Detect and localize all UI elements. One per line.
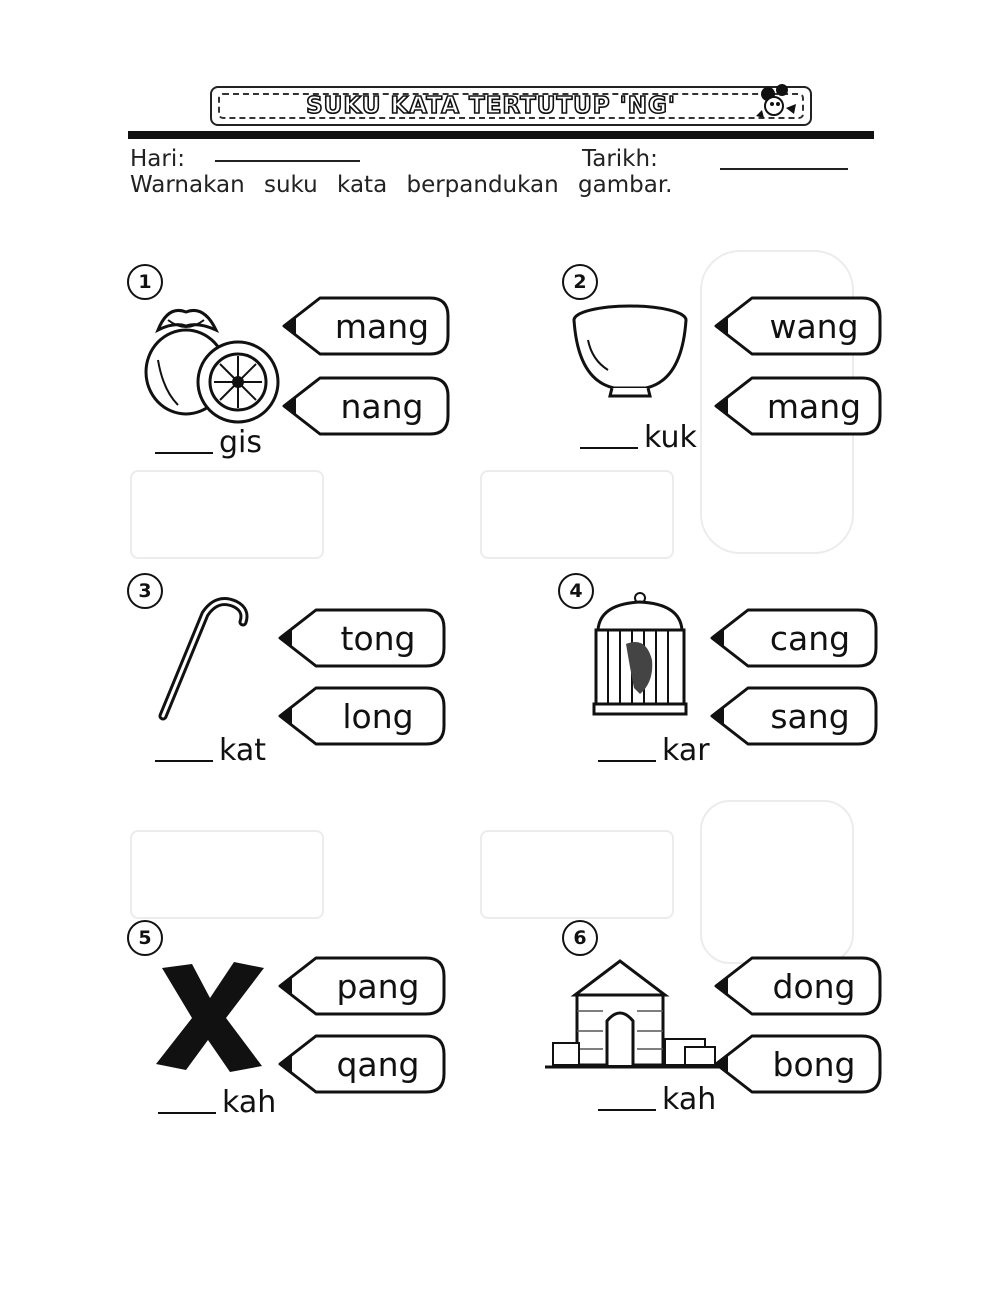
bird-cage-icon	[590, 590, 690, 720]
syllable-option[interactable]	[712, 954, 884, 1018]
date-label: Tarikh:	[582, 146, 658, 172]
syllable-option[interactable]	[276, 954, 448, 1018]
syllable-option[interactable]	[712, 294, 884, 358]
syllable-option-label: mang	[334, 306, 430, 346]
item-number: 3	[127, 573, 163, 609]
syllable-option[interactable]	[276, 684, 448, 748]
syllable-option-label: sang	[770, 696, 850, 736]
word-completion	[155, 733, 266, 768]
ghost-mark	[480, 470, 674, 559]
syllable-option-label: mang	[766, 386, 862, 426]
syllable-option-label: cang	[769, 618, 851, 658]
day-label: Hari:	[130, 146, 185, 172]
answer-blank[interactable]	[598, 1109, 656, 1111]
syllable-option-label: nang	[340, 386, 424, 426]
item-number: 5	[127, 920, 163, 956]
syllable-option-label: tong	[340, 618, 416, 658]
ghost-mark	[130, 470, 324, 559]
word-completion	[580, 420, 697, 455]
syllable-option[interactable]	[276, 606, 448, 670]
word-completion	[598, 1082, 716, 1117]
syllable-option-label: long	[342, 696, 414, 736]
answer-blank[interactable]	[155, 452, 213, 454]
syllable-option[interactable]	[280, 374, 452, 438]
instruction-text: Warnakan suku kata berpandukan gambar.	[130, 172, 673, 198]
page-title: SUKU KATA TERTUTUP 'NG'	[306, 93, 676, 119]
answer-blank[interactable]	[580, 447, 638, 449]
syllable-option[interactable]	[708, 684, 880, 748]
word-suffix: kah	[662, 1082, 717, 1117]
word-completion	[598, 733, 710, 768]
syllable-option[interactable]	[712, 1032, 884, 1096]
answer-blank[interactable]	[158, 1112, 216, 1114]
item-number: 6	[562, 920, 598, 956]
syllable-option[interactable]	[280, 294, 452, 358]
ghost-mark	[130, 830, 324, 919]
syllable-option[interactable]	[708, 606, 880, 670]
flower-icon	[752, 80, 800, 126]
date-field[interactable]	[720, 168, 848, 170]
word-suffix: kah	[222, 1085, 277, 1120]
walking-cane-icon	[155, 596, 250, 726]
item-number: 4	[558, 573, 594, 609]
word-suffix: kar	[662, 733, 710, 768]
header-rule	[128, 131, 874, 139]
title-banner	[210, 86, 812, 126]
word-completion	[155, 425, 262, 460]
ghost-mark	[480, 830, 674, 919]
syllable-option-label: pang	[336, 966, 420, 1006]
ghost-mark	[700, 800, 854, 964]
word-completion	[158, 1085, 276, 1120]
syllable-option-label: bong	[772, 1044, 856, 1084]
item-number: 2	[562, 264, 598, 300]
syllable-option-label: dong	[772, 966, 856, 1006]
mangosteen-icon	[138, 300, 288, 430]
bowl-icon	[568, 300, 698, 400]
answer-blank[interactable]	[155, 760, 213, 762]
day-field[interactable]	[215, 160, 360, 162]
item-number: 1	[127, 264, 163, 300]
cross-mark-icon	[152, 960, 267, 1075]
answer-blank[interactable]	[598, 760, 656, 762]
old-building-icon	[545, 955, 720, 1075]
word-suffix: kuk	[644, 420, 697, 455]
syllable-option-label: wang	[769, 306, 859, 346]
syllable-option-label: qang	[336, 1044, 420, 1084]
word-suffix: gis	[219, 425, 263, 460]
syllable-option[interactable]	[712, 374, 884, 438]
word-suffix: kat	[219, 733, 266, 768]
syllable-option[interactable]	[276, 1032, 448, 1096]
